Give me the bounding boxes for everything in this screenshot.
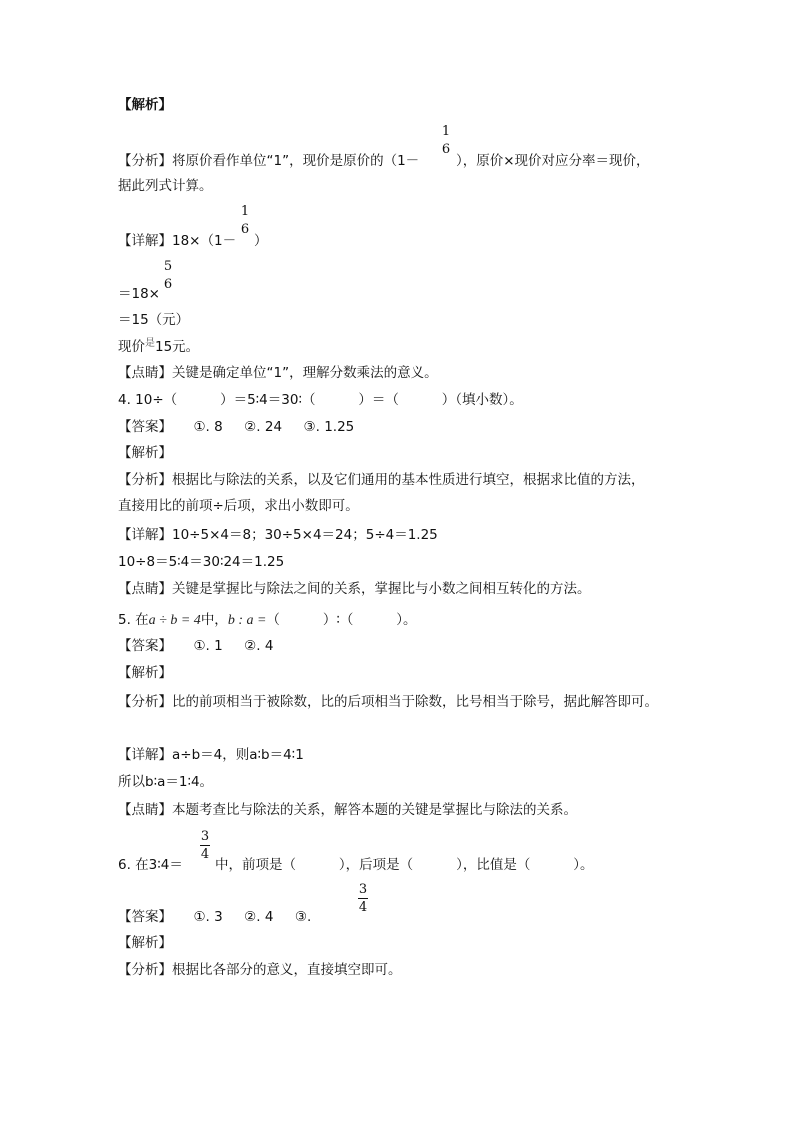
xiangjie-4-line-2: 10÷8＝5∶4＝30∶24＝1.25 [118, 554, 285, 570]
xianjia-line [118, 338, 199, 358]
question-6-prefix: 6. 在3∶4＝ [118, 857, 183, 873]
xiangjie-4-line-1: 【详解】10÷5×4＝8；30÷5×4＝24；5÷4＝1.25 [118, 527, 438, 543]
jiexi-heading: 【解析】 [118, 97, 172, 113]
fraction-numerator: 5 [163, 259, 173, 274]
question-6-suffix: 中，前项是（ ），后项是（ ），比值是（ ）。 [215, 857, 594, 873]
q5-suffix: （ ）∶（ ）。 [266, 612, 417, 628]
fraction-denominator: 6 [163, 277, 173, 292]
fenxi-text-b: ），原价×现价对应分率＝现价， [456, 153, 650, 169]
xiangjie-text-a: 【详解】18×（1－ [118, 233, 237, 249]
shi-char: 是 [145, 338, 155, 349]
question-5 [118, 611, 417, 630]
fraction-denominator: 4 [358, 900, 368, 915]
fraction-denominator: 6 [441, 142, 451, 157]
q5-prefix: 5. 在 [118, 612, 149, 628]
jiexi-6: 【解析】 [118, 935, 172, 951]
fenxi-text-a: 【分析】将原价看作单位“1”，现价是原价的（1－ [118, 153, 420, 169]
fenxi-4-line-1: 【分析】根据比与除法的关系，以及它们通用的基本性质进行填空，根据求比值的方法， [118, 472, 645, 488]
fraction-three-quarters [200, 829, 210, 862]
xiangjie-5-line-2: 所以b∶a＝1∶4。 [118, 774, 214, 790]
fenxi-6: 【分析】根据比各部分的意义，直接填空即可。 [118, 962, 402, 978]
xianjia-text: 现价 [118, 339, 145, 355]
q5-expr-a-div-b: a ÷ b = 4 [148, 613, 201, 628]
xiangjie-text-b: ） [254, 233, 268, 249]
dianjing-4: 【点睛】关键是掌握比与除法之间的关系，掌握比与小数之间相互转化的方法。 [118, 581, 591, 597]
fraction-numerator: 3 [358, 882, 368, 897]
fenxi-5: 【分析】比的前项相当于被除数，比的后项相当于除数，比号相当于除号，据此解答即可。 [118, 694, 658, 710]
eq-line-2: ＝15（元） [118, 312, 190, 328]
jiexi-4: 【解析】 [118, 445, 172, 461]
answer-4: 【答案】 ①. 8 ②. 24 ③. 1.25 [118, 419, 355, 435]
fenxi-4-line-2: 直接用比的前项÷后项，求出小数即可。 [118, 498, 359, 514]
fenxi-text-c: 据此列式计算。 [118, 178, 213, 194]
fenxi-line [118, 152, 419, 170]
fraction-one-sixth [441, 124, 451, 157]
fraction-numerator: 1 [240, 204, 250, 219]
fraction-numerator: 1 [441, 124, 451, 139]
answer-fraction-three-quarters [358, 882, 368, 915]
answer-6: 【答案】 ①. 3 ②. 4 ③. [118, 909, 312, 925]
answer-5: 【答案】 ①. 1 ②. 4 [118, 638, 274, 654]
fraction-one-sixth-2 [240, 204, 250, 237]
question-4: 4. 10÷（ ）＝5∶4＝30∶（ ）＝（ ）（填小数）。 [118, 392, 523, 408]
q5-expr-b-ratio-a: b : a = [227, 613, 267, 628]
dianjing-1: 【点睛】关键是确定单位“1”，理解分数乘法的意义。 [118, 365, 438, 381]
fraction-denominator: 6 [240, 222, 250, 237]
xianjia-text-b: 15元。 [155, 339, 200, 355]
fraction-denominator: 4 [200, 847, 210, 862]
xiangjie-5-line-1: 【详解】a÷b＝4，则a∶b＝4∶1 [118, 747, 304, 763]
fraction-numerator: 3 [200, 829, 210, 844]
jiexi-5: 【解析】 [118, 665, 172, 681]
q5-mid: 中， [200, 612, 228, 628]
fraction-five-sixths [163, 259, 173, 292]
dianjing-5: 【点睛】本题考查比与除法的关系，解答本题的关键是掌握比与除法的关系。 [118, 802, 577, 818]
eq-line-1: ＝18× [118, 286, 160, 302]
